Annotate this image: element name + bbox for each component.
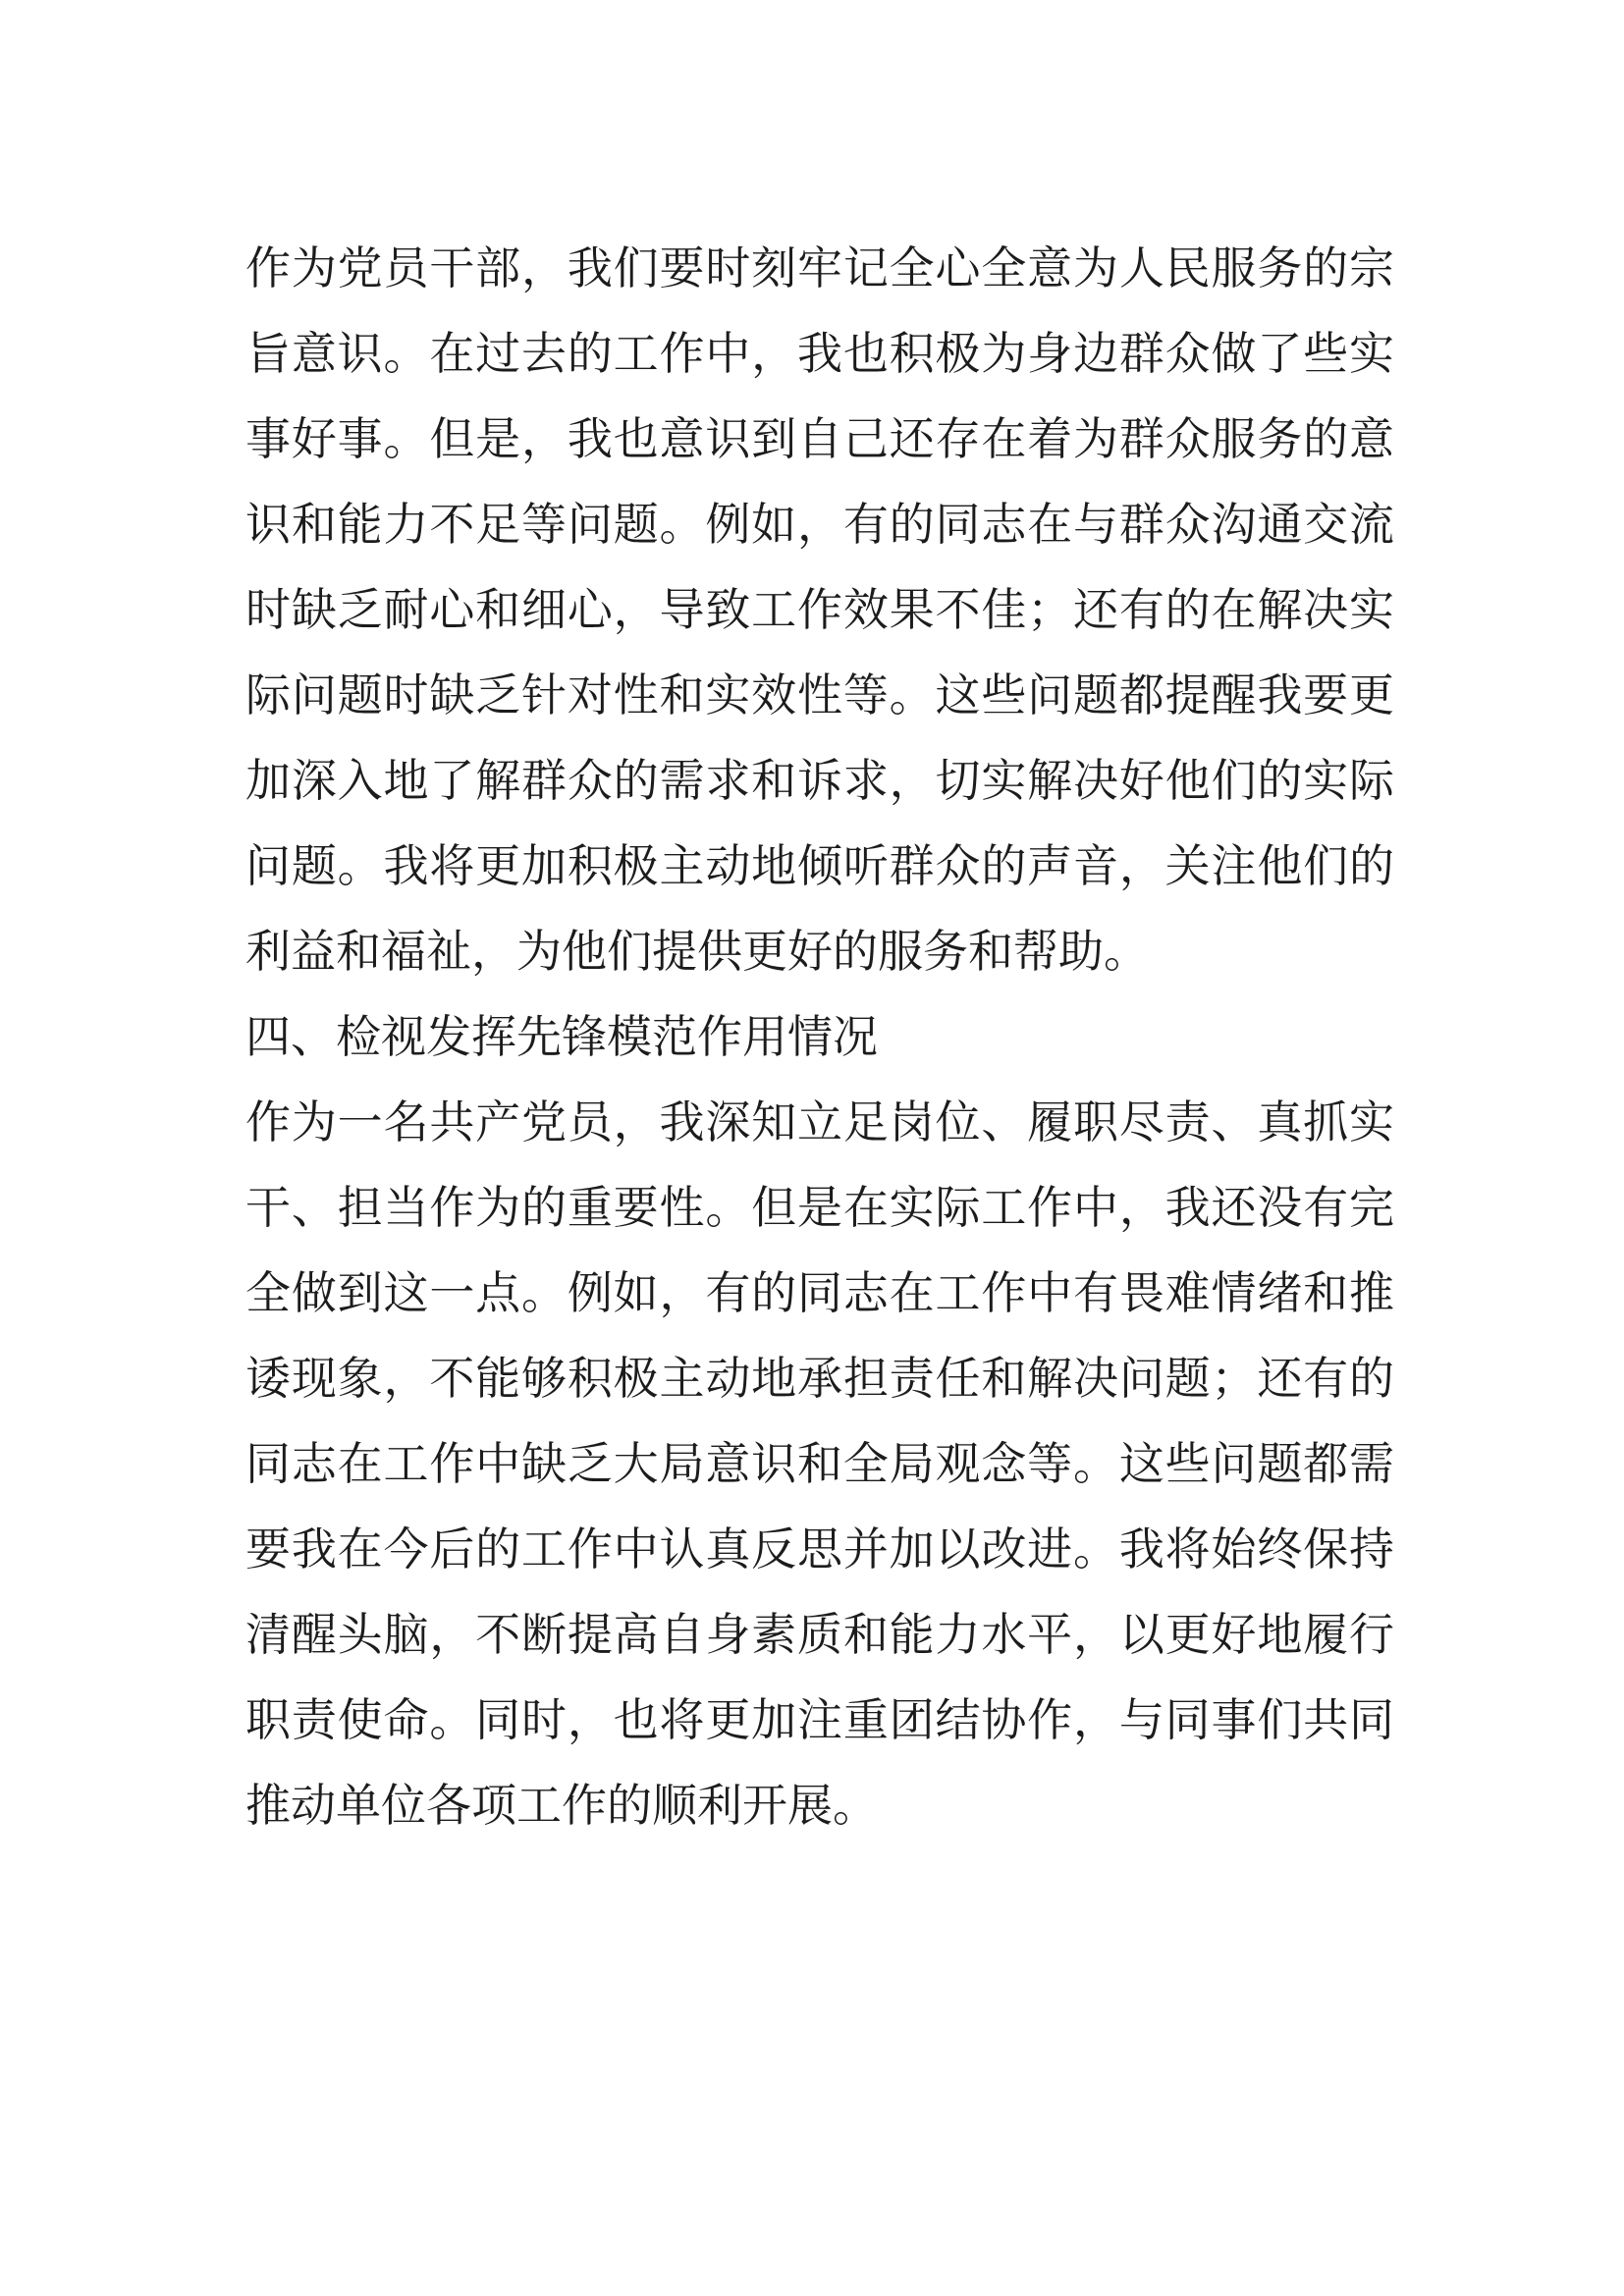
section-heading: 四、检视发挥先锋模范作用情况	[245, 1010, 878, 1063]
text-line-last: 利益和福祉，为他们提供更好的服务和帮助。	[245, 925, 1149, 978]
text-line: 诿现象，不能够积极主动地承担责任和解决问题；还有的	[245, 1352, 1394, 1405]
paragraph-service-awareness	[245, 226, 1394, 994]
text-line: 旨意识。在过去的工作中，我也积极为身边群众做了些实	[245, 327, 1394, 380]
text-line: 问题。我将更加积极主动地倾听群众的声音，关注他们的	[245, 839, 1394, 892]
text-line: 作为一名共产党员，我深知立足岗位、履职尽责、真抓实	[245, 1095, 1394, 1148]
text-line: 全做到这一点。例如，有的同志在工作中有畏难情绪和推	[245, 1266, 1394, 1319]
text-line: 际问题时缺乏针对性和实效性等。这些问题都提醒我要更	[245, 668, 1394, 721]
text-line: 作为党员干部，我们要时刻牢记全心全意为人民服务的宗	[245, 241, 1394, 294]
text-line: 同志在工作中缺乏大局意识和全局观念等。这些问题都需	[245, 1437, 1394, 1490]
text-line: 识和能力不足等问题。例如，有的同志在与群众沟通交流	[245, 498, 1394, 551]
paragraph-vanguard-role	[245, 1080, 1394, 1848]
text-line: 清醒头脑，不断提高自身素质和能力水平，以更好地履行	[245, 1608, 1394, 1661]
text-line-last: 推动单位各项工作的顺利开展。	[245, 1779, 878, 1832]
text-line: 事好事。但是，我也意识到自己还存在着为群众服务的意	[245, 412, 1394, 465]
text-line: 加深入地了解群众的需求和诉求，切实解决好他们的实际	[245, 754, 1394, 807]
text-line: 职责使命。同时，也将更加注重团结协作，与同事们共同	[245, 1693, 1394, 1746]
document-body	[245, 226, 1394, 1848]
text-line: 时缺乏耐心和细心，导致工作效果不佳；还有的在解决实	[245, 583, 1394, 636]
text-line: 要我在今后的工作中认真反思并加以改进。我将始终保持	[245, 1522, 1394, 1575]
text-line: 干、担当作为的重要性。但是在实际工作中，我还没有完	[245, 1181, 1394, 1234]
